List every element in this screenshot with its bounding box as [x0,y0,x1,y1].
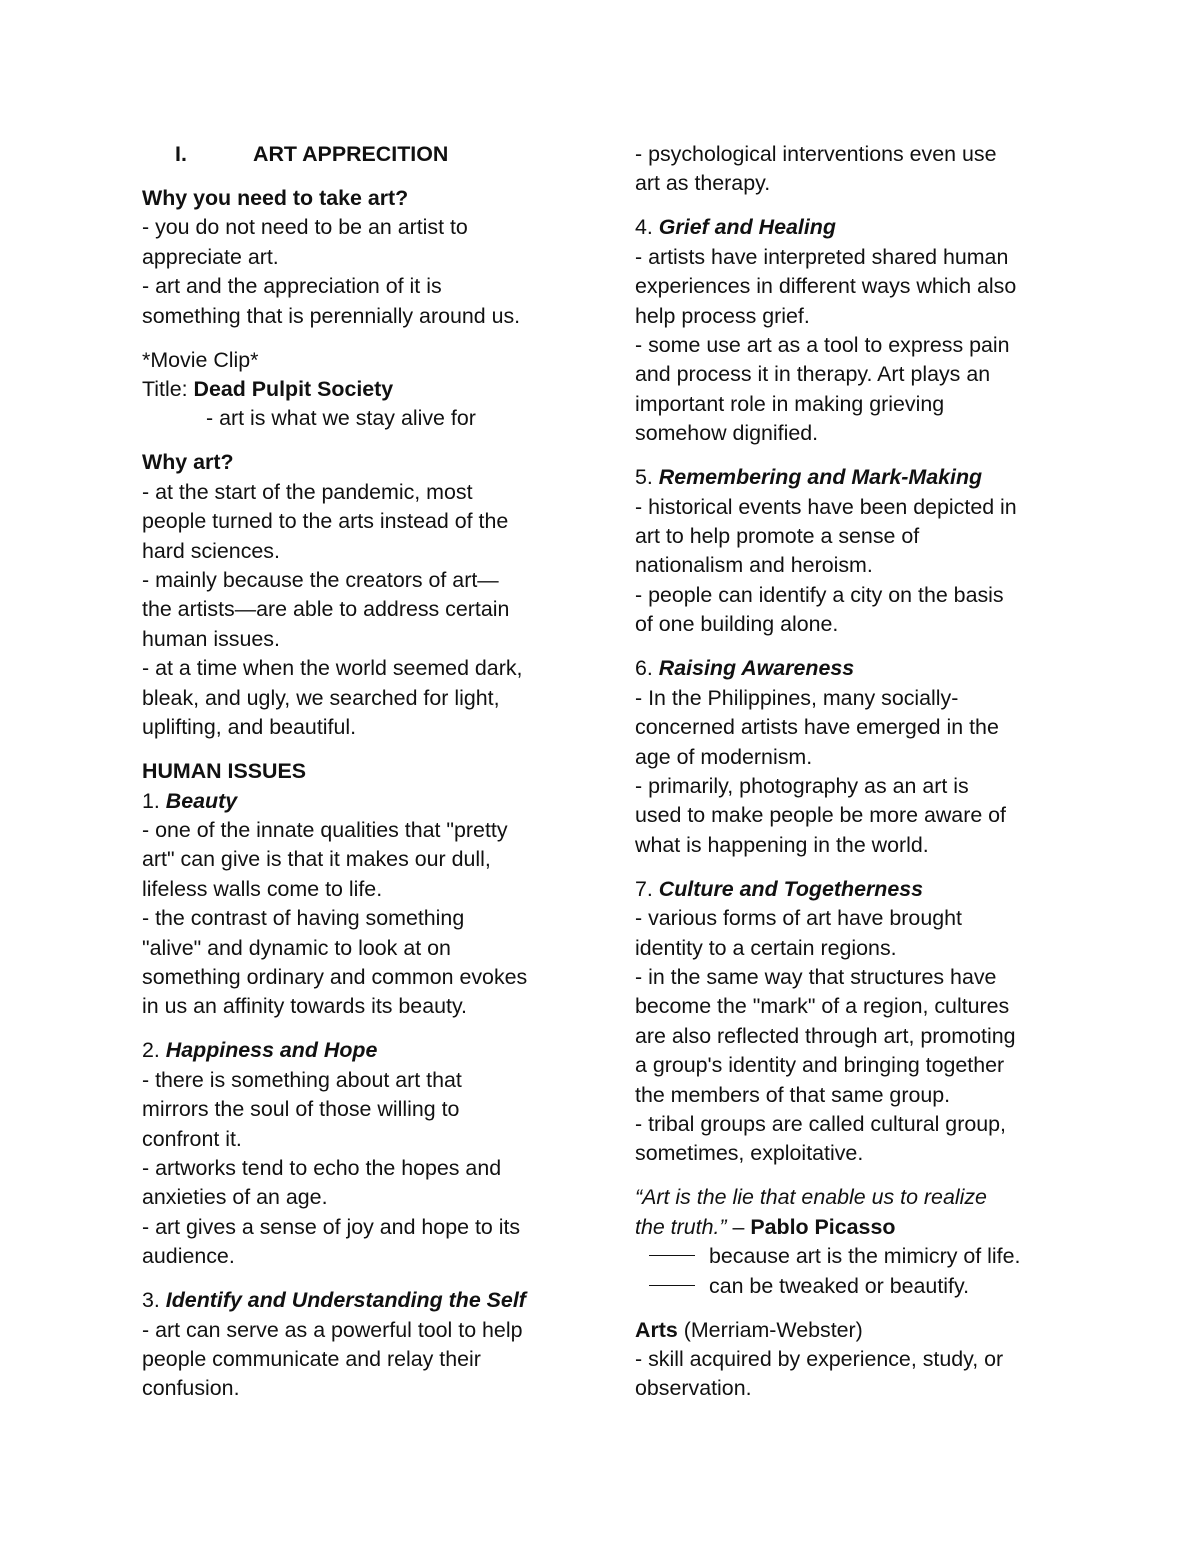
issue-title: Grief and Healing [658,215,836,240]
paragraph-line: experiences in different ways which also [635,274,1017,299]
paragraph-line: human issues. [142,626,280,651]
paragraph-line: the artists—are able to address certain [142,597,510,622]
section-heading [142,140,587,169]
paragraph-line: confront it. [142,1126,242,1151]
quote-separator: – [726,1214,751,1239]
paragraph-line: - skill acquired by experience, study, or [635,1347,1004,1371]
paragraph-line: people communicate and relay their [142,1347,481,1371]
paragraph-line: - mainly because the creators of art— [142,568,499,593]
arts-definition-heading [635,1316,1075,1345]
arts-term: Arts [635,1317,678,1342]
paragraph-line: are also reflected through art, promoting [635,1023,1016,1048]
paragraph-line: concerned artists have emerged in the [635,715,999,740]
movie-title-value: Dead Pulpit Society [193,377,394,402]
issue-number: 6. [635,656,659,681]
paragraph-line: - historical events have been depicted in [635,494,1017,519]
quote-block [635,1183,1075,1301]
human-issues-heading: HUMAN ISSUES [142,759,307,784]
paragraph-line: - artists have interpreted shared human [635,244,1009,269]
paragraph-line: anxieties of an age. [142,1185,328,1210]
paragraph-line: lifeless walls come to life. [142,876,383,901]
paragraph-line: - tribal groups are called cultural group, [635,1111,1006,1136]
issue-title-line [142,787,587,816]
paragraph-line: - the contrast of having something [142,906,465,931]
paragraph-line: something that is perennially around us. [142,303,521,328]
paragraph-line: - psychological interventions even use [635,142,997,166]
paragraph-line: a group's identity and bringing together [635,1053,1005,1078]
issue-title-line [635,463,1075,492]
quote-point [635,1242,1075,1271]
paragraph-line: mirrors the soul of those willing to [142,1097,460,1122]
why-art-block [142,448,587,742]
issue-item [142,787,587,1022]
issue-title: Raising Awareness [658,656,855,681]
movie-title-line [142,375,587,404]
movie-note: - art is what we stay alive for [206,406,476,431]
movie-clip-block [142,346,587,434]
paragraph-line: - various forms of art have brought [635,906,962,931]
issue-number: 3. [142,1288,166,1313]
paragraph-line: audience. [142,1244,235,1269]
issue-title-line [142,1286,587,1315]
paragraph-line: - art and the appreciation of it is [142,274,442,299]
issue-title-line [142,1036,587,1065]
paragraph-line: hard sciences. [142,538,280,563]
issue-item [635,463,1075,639]
issue-number: 5. [635,465,659,490]
issue-title: Culture and Togetherness [658,876,924,901]
paragraph-line: sometimes, exploitative. [635,1141,864,1166]
paragraph-line: uplifting, and beautiful. [142,715,357,740]
dash-marker [649,1285,695,1286]
quote-line: “Art is the lie that enable us to realize [635,1185,987,1210]
issue-item [635,654,1075,860]
why-art-heading: Why art? [142,450,234,475]
quote-point-text: because art is the mimicry of life. [709,1244,1021,1269]
quote-point-text: can be tweaked or beautify. [709,1273,970,1298]
paragraph-line: - in the same way that structures have [635,964,997,989]
left-column [142,140,587,1404]
paragraph-line: - you do not need to be an artist to [142,215,468,240]
issue-number: 4. [635,215,659,240]
quote-line: the truth.” [635,1214,727,1239]
paragraph-line: appreciate art. [142,244,279,269]
paragraph-line: of one building alone. [635,612,839,637]
paragraph-line: nationalism and heroism. [635,553,873,578]
paragraph-line: - In the Philippines, many socially- [635,685,959,710]
issue-title: Beauty [165,788,238,813]
paragraph-line: art" can give is that it makes our dull, [142,847,491,872]
arts-definition-block [635,1316,1075,1404]
issue-item [142,1036,587,1271]
paragraph-line: art as therapy. [635,171,771,196]
paragraph-line: used to make people be more aware of [635,803,1006,828]
quote-attribution-line [635,1213,1075,1242]
continued-block [635,140,1075,199]
section-number: I. [175,142,187,166]
paragraph-line: observation. [635,1376,752,1401]
paragraph-line: - art can serve as a powerful tool to help [142,1317,523,1342]
why-take-art-heading: Why you need to take art? [142,186,409,210]
paragraph-line: identity to a certain regions. [635,935,897,960]
paragraph-line: age of modernism. [635,744,813,769]
issue-number: 1. [142,788,166,813]
why-take-art-block [142,184,587,331]
arts-source: (Merriam-Webster) [677,1317,863,1342]
paragraph-line: - at the start of the pandemic, most [142,479,473,504]
paragraph-line: - there is something about art that [142,1067,462,1092]
paragraph-line: art to help promote a sense of [635,524,920,549]
paragraph-line: the members of that same group. [635,1082,951,1107]
paragraph-line: "alive" and dynamic to look at on [142,935,451,960]
quote-author: Pablo Picasso [750,1214,896,1239]
issue-number: 7. [635,876,659,901]
paragraph-line: important role in making grieving [635,391,945,416]
paragraph-line: something ordinary and common evokes [142,964,528,989]
movie-title-label: Title: [142,377,194,402]
issue-item [635,213,1075,448]
paragraph-line: people turned to the arts instead of the [142,509,509,534]
paragraph-line: help process grief. [635,303,810,328]
issue-item [142,1286,587,1404]
issue-title-line [635,875,1075,904]
issue-title-line [635,654,1075,683]
issue-title: Identify and Understanding the Self [165,1288,526,1313]
paragraph-line: bleak, and ugly, we searched for light, [142,685,500,710]
paragraph-line: - primarily, photography as an art is [635,773,969,798]
paragraph-line: and process it in therapy. Art plays an [635,362,991,387]
dash-marker [649,1255,695,1256]
right-column [635,140,1075,1404]
issue-number: 2. [142,1038,166,1063]
paragraph-line: become the "mark" of a region, cultures [635,994,1010,1019]
human-issues-block [142,757,587,1404]
paragraph-line: - one of the innate qualities that "pretty [142,817,508,842]
movie-clip-label: *Movie Clip* [142,347,259,372]
issue-title-line [635,213,1075,242]
issue-title: Happiness and Hope [165,1038,378,1063]
paragraph-line: - artworks tend to echo the hopes and [142,1155,502,1180]
paragraph-line: - some use art as a tool to express pain [635,333,1010,358]
paragraph-line: - at a time when the world seemed dark, [142,656,523,681]
paragraph-line: in us an affinity towards its beauty. [142,994,467,1019]
paragraph-line: - people can identify a city on the basis [635,582,1004,607]
paragraph-line: confusion. [142,1376,240,1401]
issue-title: Remembering and Mark-Making [658,465,983,490]
paragraph-line: somehow dignified. [635,421,819,446]
paragraph-line: - art gives a sense of joy and hope to its [142,1214,521,1239]
quote-point [635,1272,1075,1301]
section-title: ART APPRECITION [253,142,449,166]
paragraph-line: what is happening in the world. [635,832,929,857]
issue-item [635,875,1075,1169]
